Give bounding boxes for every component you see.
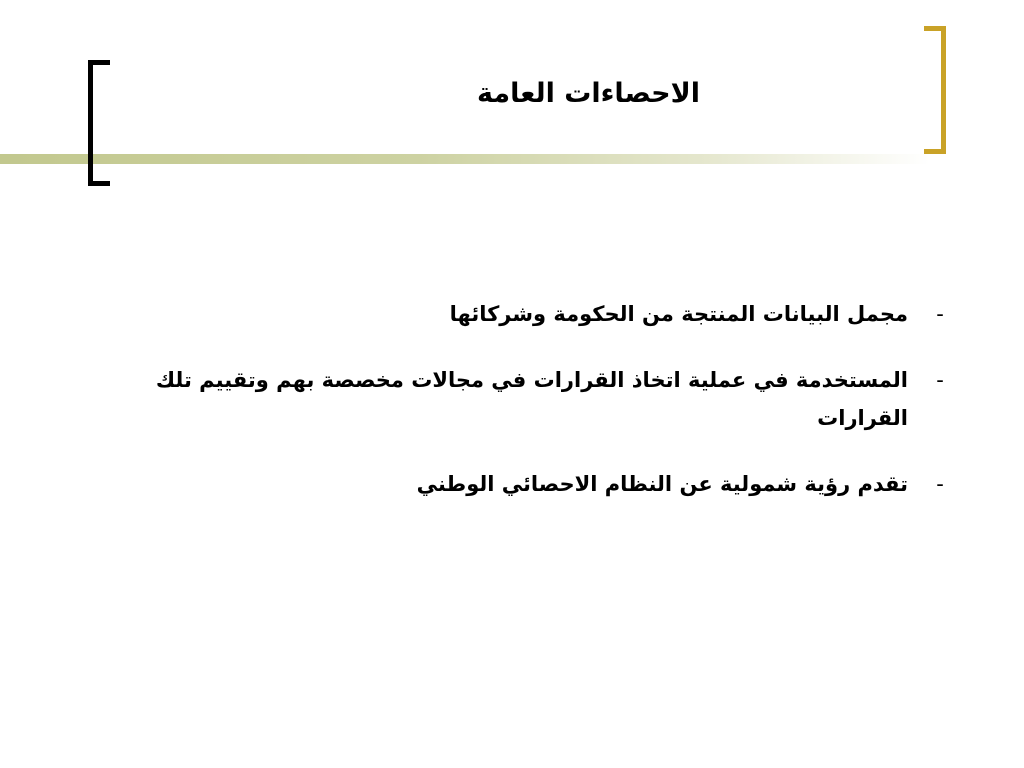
bullet-list (100, 295, 958, 531)
bullet-item (100, 465, 958, 503)
bullet-text: مجمل البيانات المنتجة من الحكومة وشركائها (449, 302, 908, 326)
bullet-marker: - (936, 368, 944, 392)
right-bracket-decoration (924, 26, 946, 154)
bullet-marker: - (936, 302, 944, 326)
title-underline-rule (0, 154, 930, 164)
bullet-text: المستخدمة في عملية اتخاذ القرارات في مجالات مخصصة بهم وتقييم تلك القرارات (155, 368, 908, 430)
bullet-marker: - (936, 472, 944, 496)
left-bracket-decoration (88, 60, 110, 186)
bullet-item (100, 361, 958, 437)
bullet-item (100, 295, 958, 333)
slide-title: الاحصاءات العامة (476, 78, 700, 109)
bullet-text: تقدم رؤية شمولية عن النظام الاحصائي الوطني (416, 472, 908, 496)
